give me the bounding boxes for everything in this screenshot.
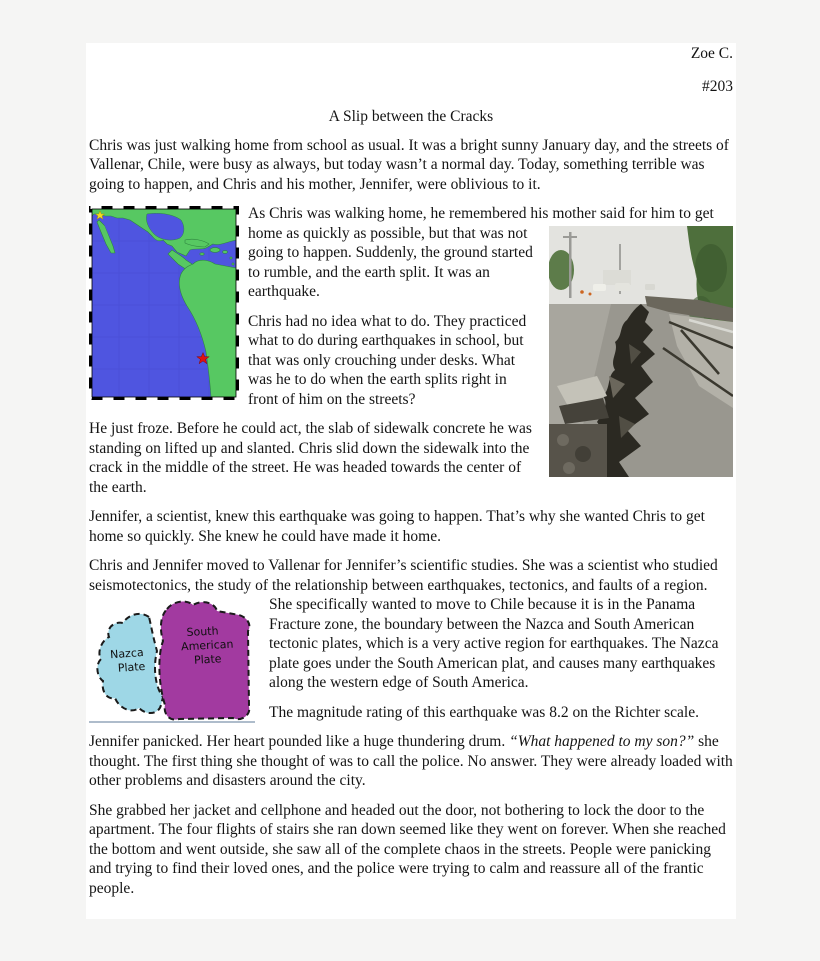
paragraph-magnitude: The magnitude rating of this earthquake was 8.2 on the Richter scale. <box>269 703 699 721</box>
paragraph-as-chris-rest: get home as quickly as possible, but that was not going to happen. Suddenly, the ground started to rumble, and the earth split. It was an earthquake. <box>248 205 714 300</box>
americas-earthquake-location-map <box>89 206 239 400</box>
map-figure <box>89 206 239 400</box>
plates-baseline <box>89 721 255 723</box>
italic-quote: “What happened to my son?” <box>509 733 695 750</box>
paragraph-moved-to-vallenar <box>89 556 733 693</box>
map-puerto-rico <box>223 251 228 254</box>
photo-car <box>645 284 655 290</box>
paragraph-intro: Chris was just walking home from school as usual. It was a bright sunny January day, and the streets of Vallenar, Chile, were busy as always, but today wasn’t a normal day. Today, something terrible was going to happen, and Chris and his mother, Jennifer, were oblivious to it. <box>89 136 729 193</box>
paragraph-moved-rest: of a region. She specifically wanted to move to Chile because it is in the Panama Fracture zone, the boundary between the Nazca and South American tectonic plates, which is a very active region for earthquakes. The Nazca plate goes under the South American plat, and causes many earthquakes along the western edge of South America. <box>269 576 719 691</box>
author-name: Zoe C. <box>690 45 733 62</box>
tectonic-plates-drawing <box>89 597 259 725</box>
photo-car <box>615 283 630 291</box>
paragraph-he-froze: He just froze. Before he could act, the slab of sidewalk concrete he was standing on lifted up and slanted. Chris slid down the sidewalk into the crack in the middle of the street. He was headed towards the center of the earth. <box>89 420 532 496</box>
essay-title: A Slip between the Cracks <box>328 108 494 125</box>
paragraph-as-chris-lead: As Chris was walking home, he remembered his mother said for him to <box>248 205 691 222</box>
paragraph-no-idea: Chris had no idea what to do. They practiced what to do during earthquakes in school, but that was only crouching under desks. What was he to do when the earth splits right in front of him on the streets? <box>248 312 527 408</box>
plates-figure <box>89 597 259 725</box>
nazca-plate-label: Nazca Plate <box>109 645 146 675</box>
photo-figure <box>549 226 733 477</box>
photo-utility-pole <box>569 232 572 298</box>
paragraph-jennifer-panicked: Jennifer panicked. Her heart pounded like a huge thundering drum. “What happened to my son?” she thought. The first thing she thought of was to call the police. No answer. They were already loaded with other problems and disasters around the city. <box>89 733 733 789</box>
photo-traffic-cone <box>580 290 584 294</box>
paragraph-grabbed-jacket: She grabbed her jacket and cellphone and headed out the door, not bothering to lock the door to the apartment. The four flights of stairs she ran down seemed like they went on forever. When she reached the bottom and went outside, she saw all of the complete chaos in the streets. People were panicking and trying to find their loved ones, and the police were trying to calm and reassure all of the frantic people. <box>89 801 726 897</box>
map-jamaica <box>200 253 204 255</box>
south-american-plate-label: South American Plate <box>180 624 234 667</box>
cracked-road-earthquake-photo <box>549 226 733 477</box>
photo-building <box>603 270 631 285</box>
paragraph-jennifer-scientist: Jennifer, a scientist, knew this earthquake was going to happen. That’s why she wanted Chris to get home so quickly. She knew he could have made it home. <box>89 508 705 545</box>
paragraph-moved-lead: Chris and Jennifer moved to Vallenar for Jennifer’s scientific studies. She was a scientist who studied seismotectonics, the study of the relationship between earthquakes, tectonics, and faults <box>89 557 718 594</box>
student-number: #203 <box>702 77 733 95</box>
document-page <box>86 43 736 919</box>
map-hispaniola <box>210 248 220 253</box>
photo-car <box>593 284 606 291</box>
